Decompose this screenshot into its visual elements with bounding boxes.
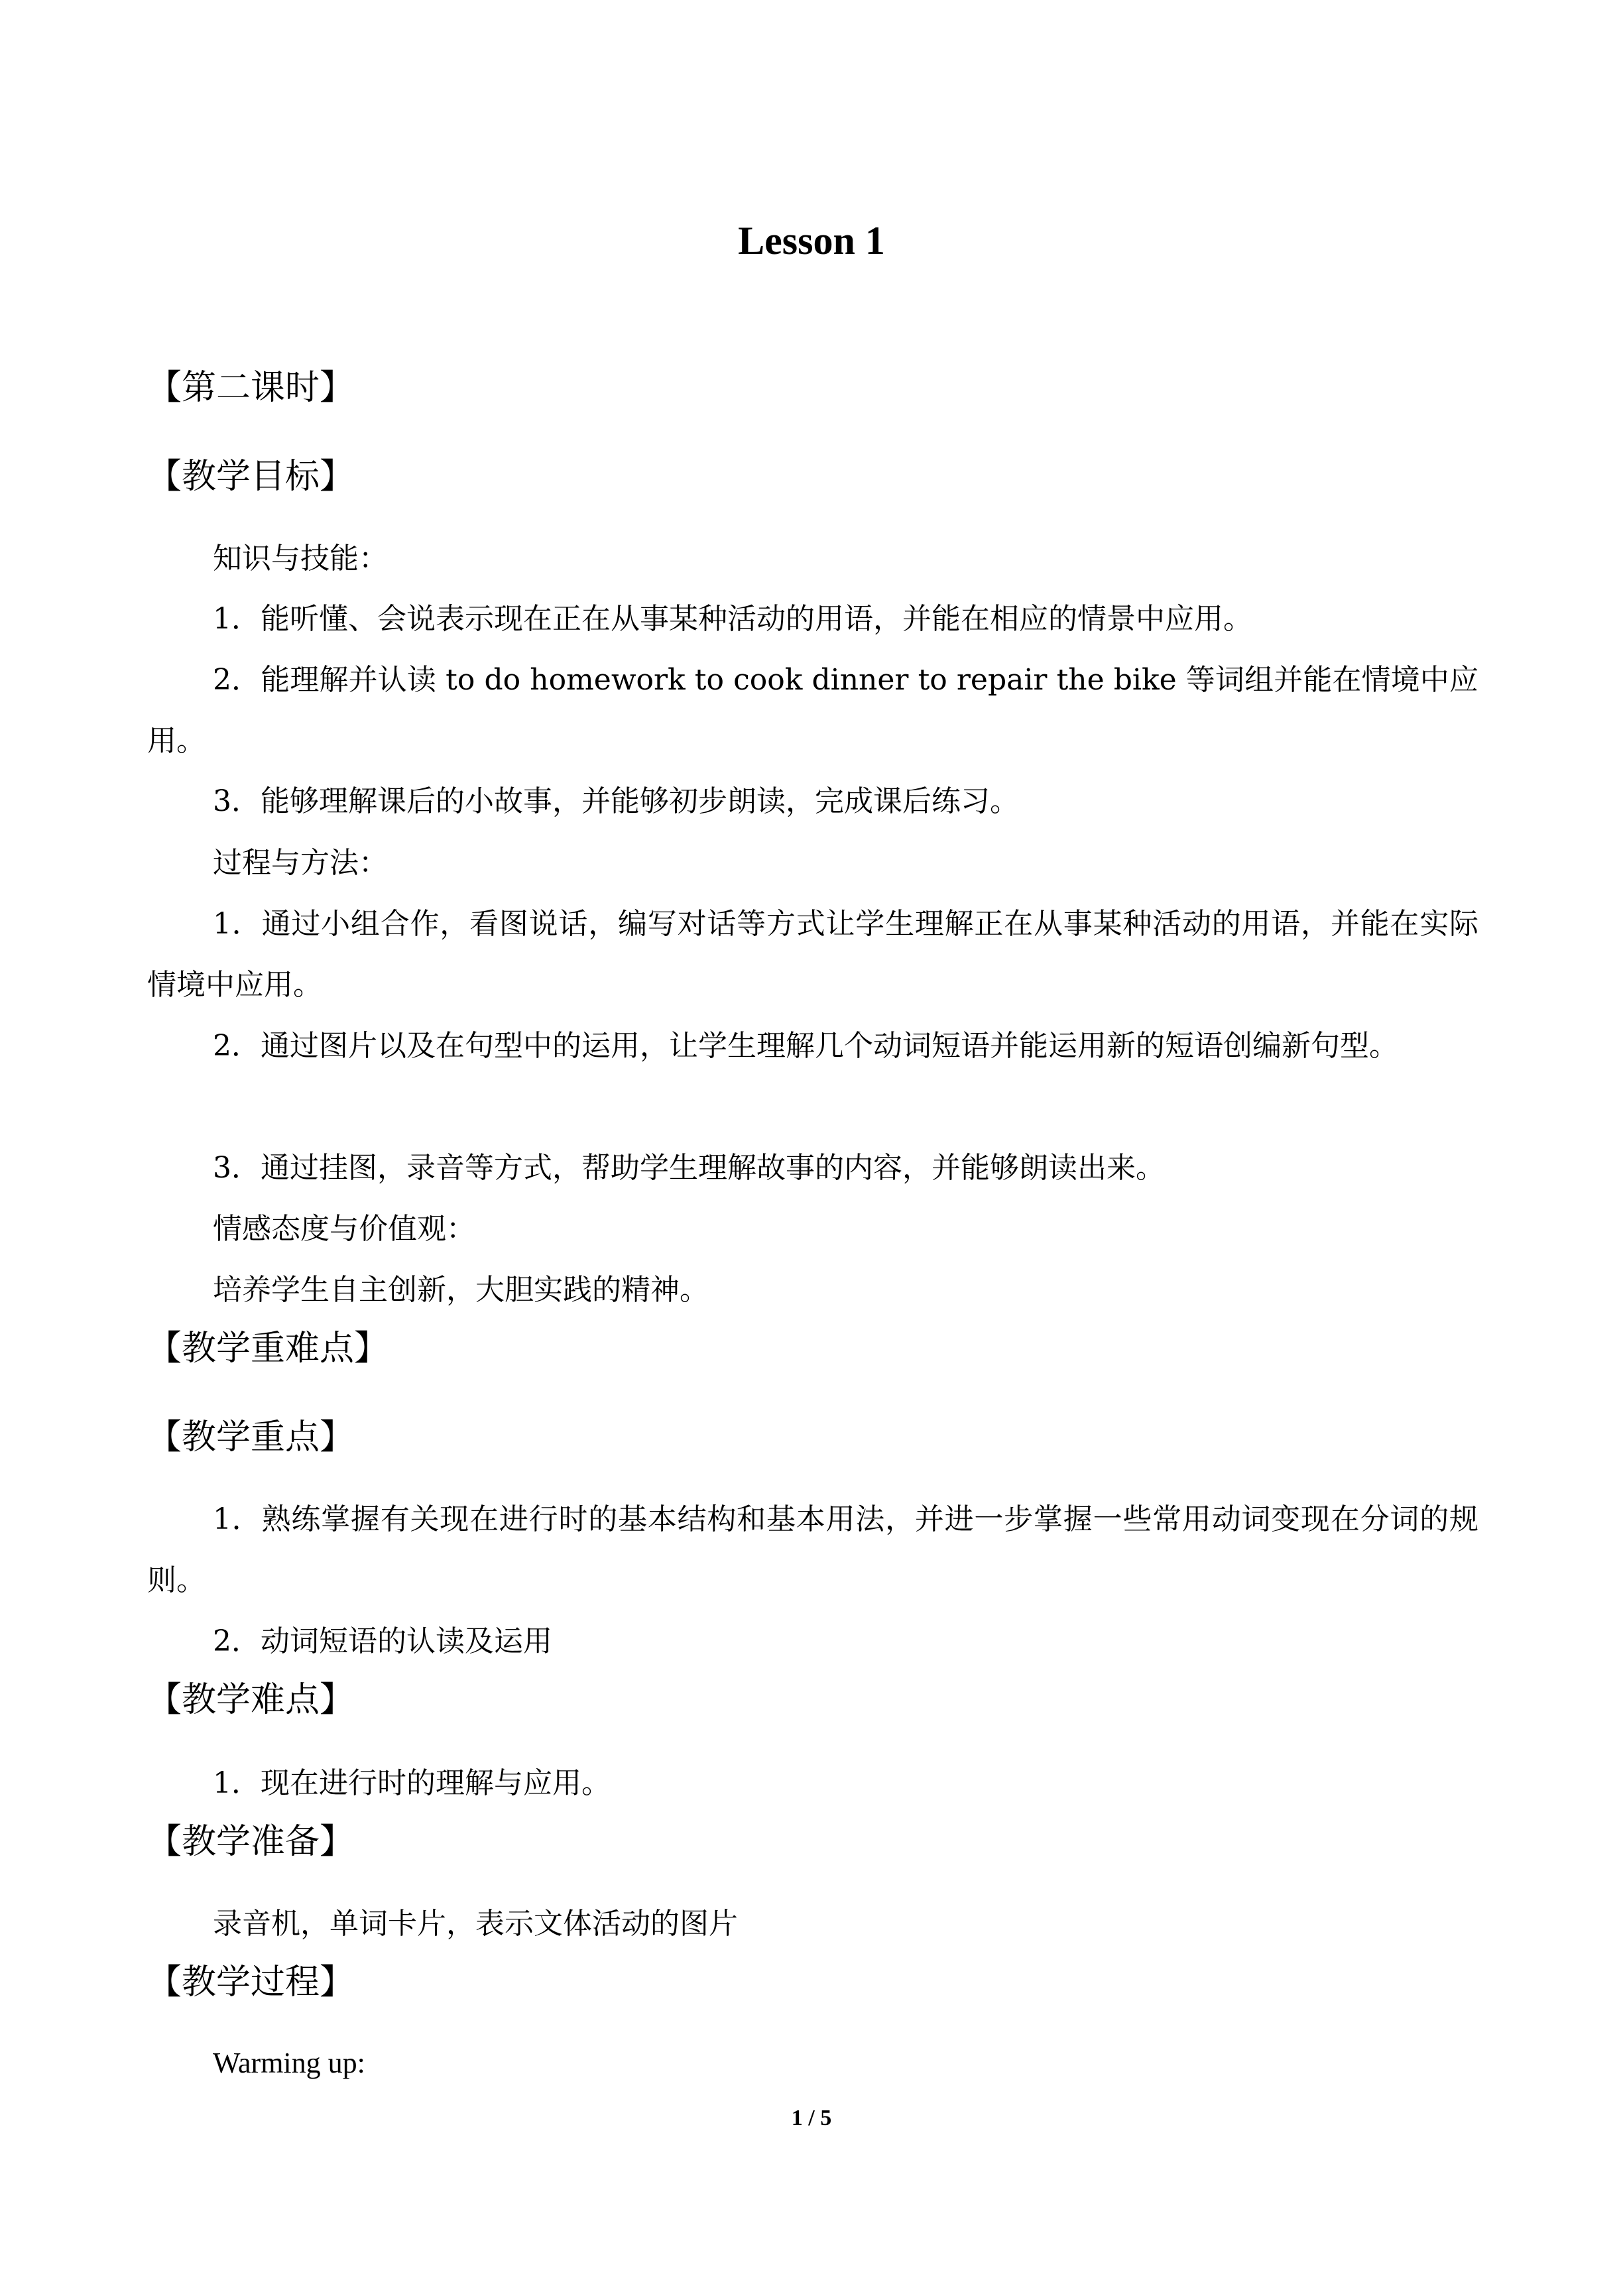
preparation-item-1: 录音机，单词卡片，表示文体活动的图片 [213,1907,738,1941]
heading-objectives: 【教学目标】 [147,457,355,497]
key-point-1: 1．熟练掌握有关现在进行时的基本结构和基本用法，并进一步掌握一些常用动词变现在分词的规则。 [147,1502,1478,1597]
subheading-emotion: 情感态度与价值观： [213,1212,475,1246]
heading-key-difficult: 【教学重难点】 [147,1329,389,1368]
document-title: Lesson 1 [738,219,885,263]
heading-period: 【第二课时】 [147,368,355,408]
heading-procedure: 【教学过程】 [147,1963,355,2002]
difficult-point-1: 1．现在进行时的理解与应用。 [213,1766,611,1800]
key-point-2: 2．动词短语的认读及运用 [213,1624,552,1658]
heading-preparation: 【教学准备】 [147,1822,355,1862]
heading-difficult-points: 【教学难点】 [147,1680,355,1720]
subheading-knowledge: 知识与技能： [213,542,388,575]
page-number: 1 / 5 [791,2106,832,2130]
knowledge-item-2: 2．能理解并认读 to do homework to cook dinner to repair the bike 等词组并能在情境中应用。 [147,663,1478,758]
knowledge-item-3: 3．能够理解课后的小故事，并能够初步朗读，完成课后练习。 [213,784,1019,818]
process-item-2: 2．通过图片以及在句型中的运用，让学生理解几个动词短语并能运用新的短语创编新句型。 [213,1029,1398,1063]
process-item-1: 1．通过小组合作，看图说话，编写对话等方式让学生理解正在从事某种活动的用语，并能在实际情境中应用。 [147,907,1478,1002]
subheading-process: 过程与方法： [213,846,388,880]
process-item-3: 3．通过挂图，录音等方式，帮助学生理解故事的内容，并能够朗读出来。 [213,1151,1165,1185]
heading-key-points: 【教学重点】 [147,1418,355,1457]
knowledge-item-1: 1．能听懂、会说表示现在正在从事某种活动的用语，并能在相应的情景中应用。 [213,602,1252,636]
warming-up-label: Warming up: [213,2047,365,2079]
emotion-item-1: 培养学生自主创新，大胆实践的精神。 [213,1273,709,1307]
